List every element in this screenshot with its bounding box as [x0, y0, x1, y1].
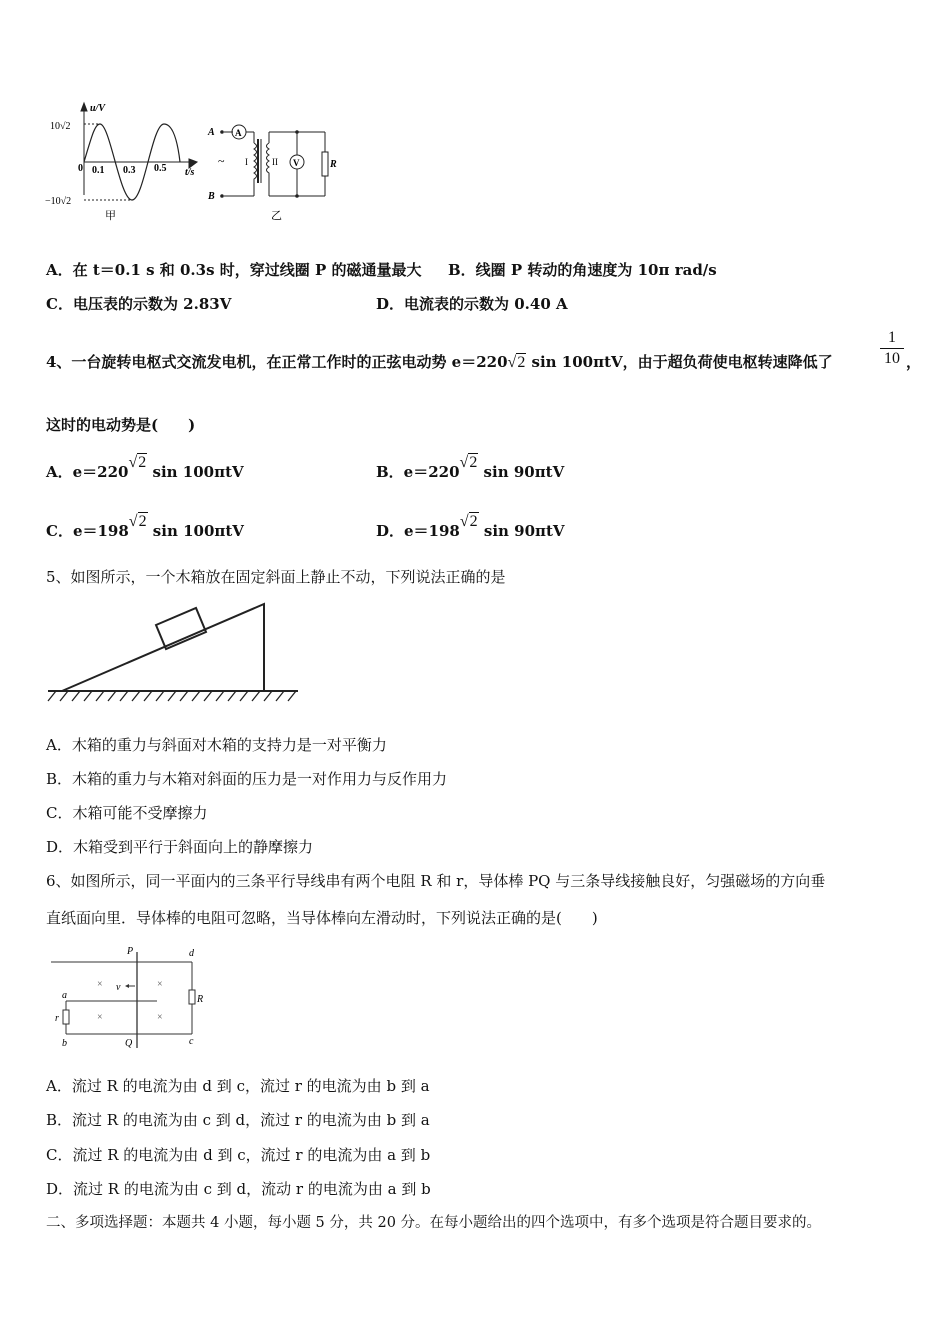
q3-option-a: A．在 t＝0.1 s 和 0.3s 时，穿过线圈 P 的磁通量最大: [46, 261, 422, 279]
ammeter-label: A: [235, 128, 242, 138]
terminal-b: B: [208, 191, 215, 202]
wooden-box: [156, 608, 206, 649]
sqrt: √2: [507, 354, 526, 371]
q4-stem-end: ，: [906, 353, 922, 371]
y-axis-label: u/V: [90, 103, 106, 114]
label-b: b: [62, 1038, 67, 1049]
q6-option-a: A．流过 R 的电流为由 d 到 c，流过 r 的电流为由 b 到 a: [46, 1077, 430, 1095]
q4-stem-post: sin 100πtV，由于超负荷使电枢转速降低了: [526, 353, 833, 371]
rail-circuit-figure: [40, 940, 220, 1055]
x-tick: 0.3: [123, 165, 136, 176]
incline-figure: [46, 595, 306, 710]
q6-option-d: D．流过 R 的电流为由 c 到 d，流动 r 的电流为由 a 到 b: [46, 1180, 431, 1198]
label-r: r: [55, 1013, 59, 1024]
q4-option-a: A．e＝220√2 sin 100πtV: [46, 454, 244, 481]
q6-option-c: C．流过 R 的电流为由 d 到 c，流过 r 的电流为由 a 到 b: [46, 1146, 431, 1164]
q5-stem: 5、如图所示，一个木箱放在固定斜面上静止不动，下列说法正确的是: [46, 568, 506, 586]
q6-stem-line1: 6、如图所示，同一平面内的三条平行导线串有两个电阻 R 和 r，导体棒 PQ 与三条导线接触良好，匀强磁场的方向垂: [46, 872, 826, 890]
field-cross: ×: [97, 1012, 103, 1023]
q4-stem-pre: 4、一台旋转电枢式交流发电机，在正常工作时的正弦电动势 e＝220: [46, 353, 508, 371]
terminal-a: A: [208, 127, 215, 138]
q6-stem-line2: 直纸面向里．导体棒的电阻可忽略，当导体棒向左滑动时，下列说法正确的是( ): [46, 909, 598, 927]
q4-option-b: B．e＝220√2 sin 90πtV: [376, 454, 565, 481]
q3-option-d: D．电流表的示数为 0.40 A: [376, 295, 568, 313]
q6-option-b: B．流过 R 的电流为由 c 到 d，流过 r 的电流为由 b 到 a: [46, 1111, 430, 1129]
q4-option-d: D．e＝198√2 sin 90πtV: [376, 513, 565, 540]
voltmeter-label: V: [293, 158, 300, 168]
q3-figure: [40, 95, 360, 230]
ac-symbol: ~: [218, 154, 225, 168]
y-max-label: 10√2: [50, 121, 71, 132]
q4-option-c: C．e＝198√2 sin 100πtV: [46, 513, 244, 540]
q3-option-b: B．线圈 P 转动的角速度为 10π rad/s: [448, 261, 717, 279]
resistor-label: R: [330, 159, 337, 170]
coil-1-label: I: [245, 157, 248, 167]
label-q: Q: [125, 1038, 133, 1049]
field-cross: ×: [97, 979, 103, 990]
x-tick: 0.5: [154, 163, 167, 174]
q3-option-c: C．电压表的示数为 2.83V: [46, 295, 232, 313]
label-c: c: [189, 1036, 194, 1047]
field-cross: ×: [157, 1012, 163, 1023]
x-tick: 0.1: [92, 165, 105, 176]
q5-option-d: D．木箱受到平行于斜面向上的静摩擦力: [46, 838, 314, 856]
q4-stem-line2: 这时的电动势是( ): [46, 416, 196, 434]
q5-option-c: C．木箱可能不受摩擦力: [46, 804, 208, 822]
velocity-label: v: [116, 982, 121, 993]
section-2-heading: 二、多项选择题：本题共 4 小题，每小题 5 分，共 20 分。在每小题给出的四个选项中，有多个选项是符合题目要求的。: [46, 1215, 822, 1231]
q5-option-a: A．木箱的重力与斜面对木箱的支持力是一对平衡力: [46, 736, 387, 754]
q4-stem: [46, 352, 833, 373]
sine-graph: [81, 103, 197, 200]
label-R: R: [197, 994, 204, 1005]
caption-right: 乙: [271, 210, 282, 222]
label-d: d: [189, 948, 194, 959]
q5-option-b: B．木箱的重力与木箱对斜面的压力是一对作用力与反作用力: [46, 770, 448, 788]
label-p: P: [127, 946, 134, 957]
x-axis-label: t/s: [185, 167, 195, 178]
q4-fraction: $\frac{1}{10}$: [880, 328, 904, 369]
caption-left: 甲: [105, 210, 116, 222]
field-cross: ×: [157, 979, 163, 990]
origin-label: 0: [78, 163, 83, 174]
label-a: a: [62, 990, 67, 1001]
y-min-label: −10√2: [45, 196, 72, 207]
coil-2-label: II: [272, 157, 278, 167]
